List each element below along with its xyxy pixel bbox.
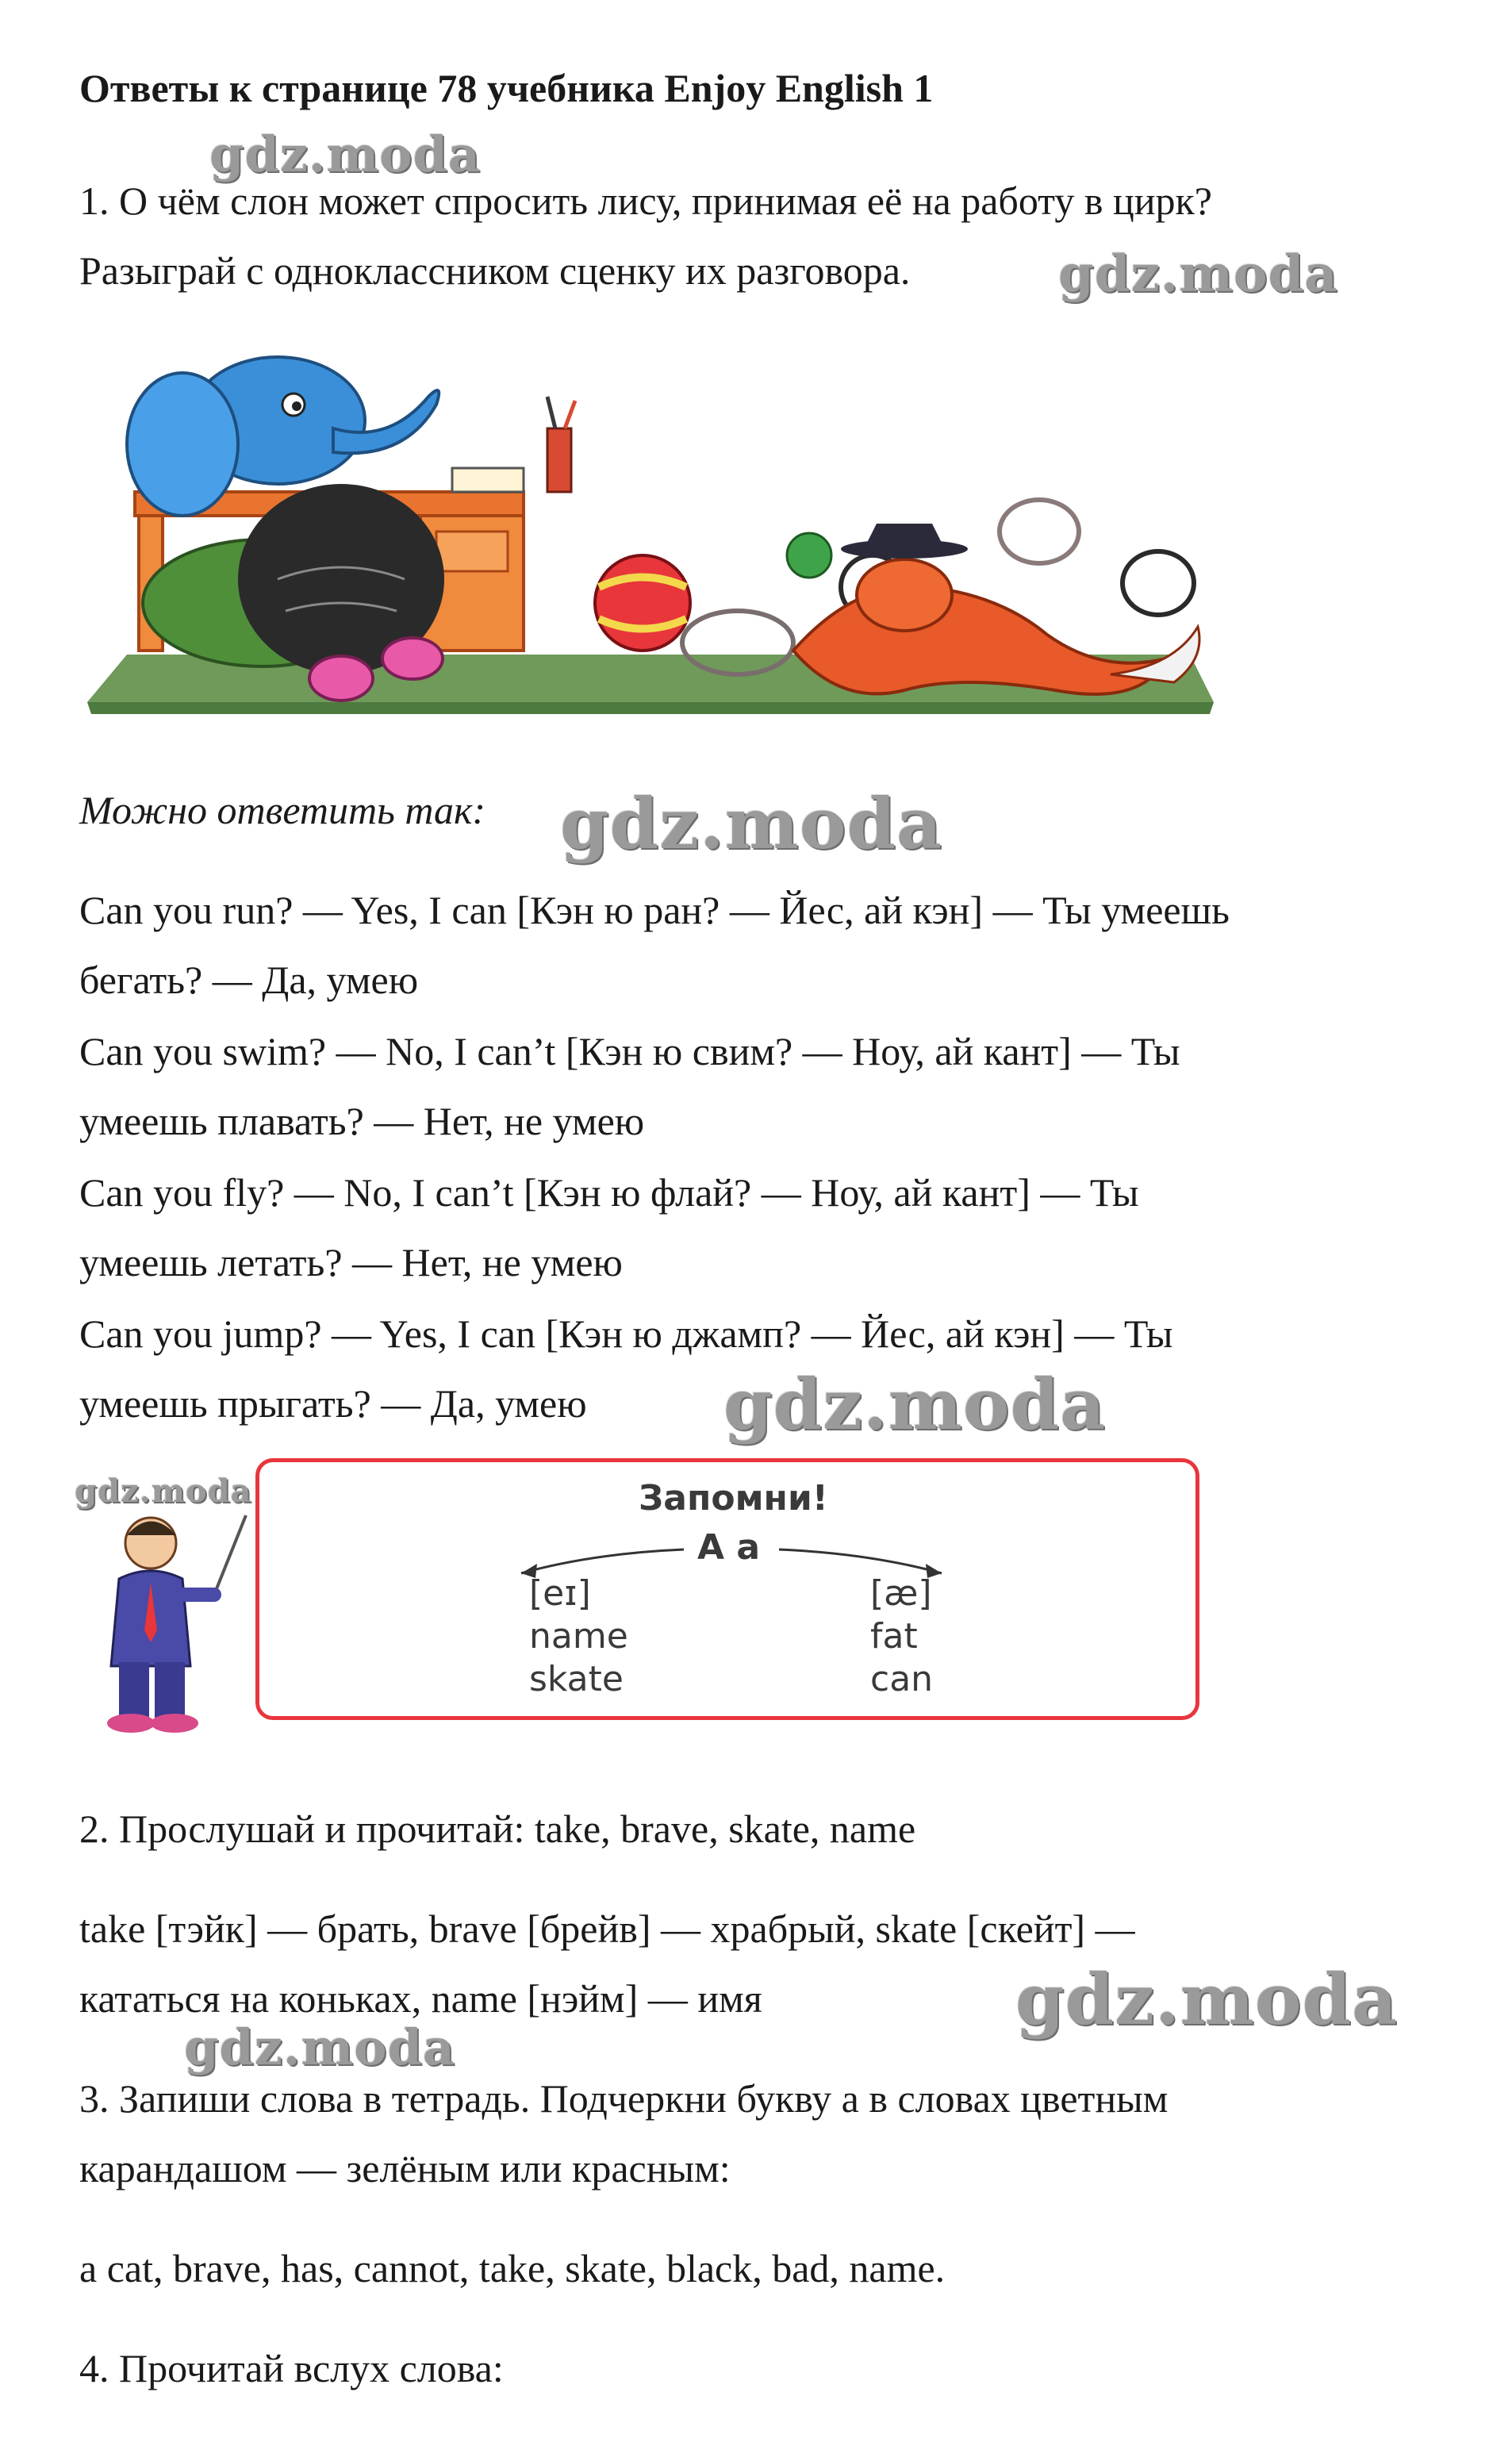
task3-line2: карандашом — зелёным или красным:: [79, 2146, 731, 2191]
watermark: gdz.moda: [209, 125, 481, 183]
task1-line1: 1. О чём слон может спросить лису, принимая её на работу в цирк?: [79, 179, 1212, 223]
right-word: can: [870, 1659, 934, 1699]
dialog-line: Can you fly? — No, I can’t [Кэн ю флай? — Ноу, ай кант] — Ты: [79, 1170, 1139, 1215]
task3-answer: a cat, brave, has, cannot, take, skate, black, bad, name.: [79, 2246, 946, 2290]
right-sound: [æ]: [870, 1573, 932, 1614]
letter-a: A a: [697, 1527, 761, 1568]
remember-box: [255, 1458, 1199, 1720]
watermark: gdz.moda: [723, 1363, 1107, 1446]
watermark: gdz.moda: [1015, 1958, 1399, 2041]
watermark: gdz.moda: [75, 1472, 252, 1510]
dialog-line: Can you jump? — Yes, I can [Кэн ю джамп? — Йес, ай кэн] — Ты: [79, 1311, 1173, 1356]
task4-question: 4. Прочитай вслух слова:: [79, 2346, 504, 2390]
remember-heading: Запомни!: [639, 1478, 828, 1519]
page-title: Ответы к странице 78 учебника Enjoy English 1: [79, 66, 934, 110]
answer-intro: Можно ответить так:: [79, 788, 486, 832]
watermark: gdz.moda: [1058, 244, 1338, 304]
arrows-graphic: [259, 1462, 1195, 1716]
watermark: gdz.moda: [560, 782, 943, 865]
left-sound: [eɪ]: [529, 1573, 591, 1614]
task2-answer-line1: take [тэйк] — брать, brave [брейв] — храбрый, skate [скейт] —: [79, 1906, 1135, 1951]
left-word: name: [529, 1616, 628, 1657]
dialog-line: умеешь плавать? — Нет, не умею: [79, 1099, 645, 1143]
elephant-fox-circus-illustration: [79, 341, 1222, 722]
dialog-line: бегать? — Да, умею: [79, 958, 419, 1002]
task3-line1: 3. Запиши слова в тетрадь. Подчеркни букву а в словах цветным: [79, 2076, 1169, 2121]
task2-question: 2. Прослушай и прочитай: take, brave, skate, name: [79, 1807, 916, 1851]
task2-answer-line2: кататься на коньках, name [нэйм] — имя: [79, 1976, 762, 2021]
right-word: fat: [870, 1616, 918, 1657]
dialog-line: умеешь летать? — Нет, не умею: [79, 1240, 623, 1284]
task1-line2: Разыграй с одноклассником сценку их разговора.: [79, 248, 911, 293]
left-word: skate: [529, 1659, 624, 1699]
teacher-with-pointer-illustration: [95, 1507, 254, 1737]
dialog-line: Can you run? — Yes, I can [Кэн ю ран? — Йес, ай кэн] — Ты умеешь: [79, 888, 1230, 932]
dialog-line: Can you swim? — No, I can’t [Кэн ю свим? — Ноу, ай кант] — Ты: [79, 1029, 1180, 1073]
watermark: gdz.moda: [184, 2018, 455, 2076]
dialog-line: умеешь прыгать? — Да, умею: [79, 1381, 587, 1426]
